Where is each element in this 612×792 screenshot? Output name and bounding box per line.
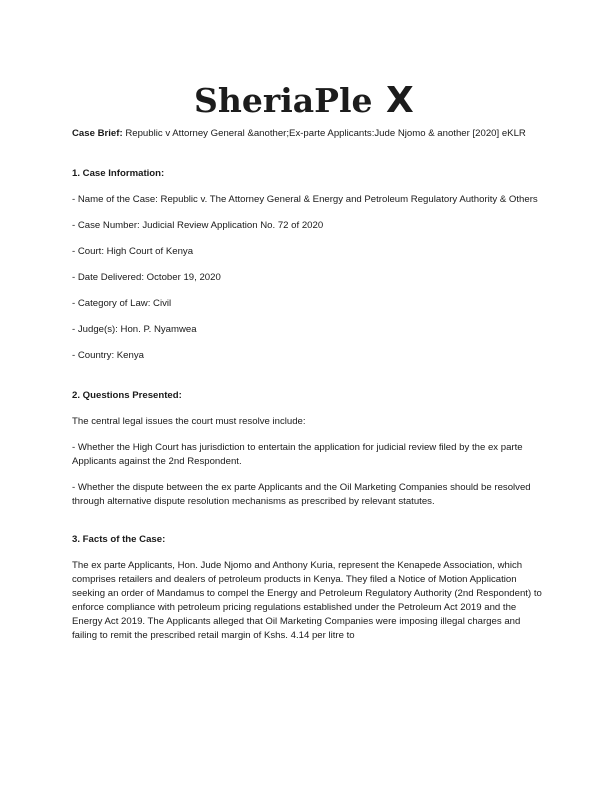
case-information-title: 1. Case Information:	[72, 168, 165, 179]
country-item: - Country: Kenya	[72, 350, 144, 361]
date-delivered-item: - Date Delivered: October 19, 2020	[72, 272, 221, 283]
facts-title: 3. Facts of the Case:	[72, 534, 166, 545]
question-item-adr: - Whether the dispute between the ex parte Applicants and the Oil Marketing Companies should be resolved through alternative dispute resolution mechanisms as prescribed by relevant statutes.	[72, 482, 531, 507]
case-brief-heading	[72, 127, 542, 141]
logo-wordmark: SheriaPle	[194, 81, 373, 120]
judges-item: - Judge(s): Hon. P. Nyamwea	[72, 324, 197, 335]
questions-presented-title: 2. Questions Presented:	[72, 390, 182, 401]
sheriaplex-logo-graphic	[190, 76, 430, 122]
sheriaplex-logo	[190, 76, 430, 122]
case-brief-body	[72, 127, 542, 655]
facts-paragraph: The ex parte Applicants, Hon. Jude Njomo and Anthony Kuria, represent the Kenapede Association, which comprises retailers and dealers of petroleum products in Kenya. They filed a Notice of Motion Application seeking an order of Mandamus to compel the Energy and Petroleum Regulatory Authority (2nd Respondent) to enforce compliance with petroleum pricing regulations established under the Petroleum Act 2019 and the Energy Act 2019. The Applicants alleged that Oil Marketing Companies were imposing illegal charges and failing to remit the prescribed retail margin of Kshs. 4.14 per litre to	[72, 560, 542, 641]
questions-intro: The central legal issues the court must resolve include:	[72, 416, 306, 427]
case-brief-label: Case Brief:	[72, 128, 123, 139]
category-of-law-item: - Category of Law: Civil	[72, 298, 172, 309]
question-item-jurisdiction: - Whether the High Court has jurisdiction to entertain the application for judicial review filed by the ex parte Applicants against the 2nd Respondent.	[72, 442, 523, 467]
court-item: - Court: High Court of Kenya	[72, 246, 194, 257]
facts-section	[72, 533, 542, 643]
questions-presented-section	[72, 389, 542, 509]
logo-x-mark: X	[386, 80, 414, 121]
case-information-section	[72, 167, 542, 363]
case-number-item: - Case Number: Judicial Review Application No. 72 of 2020	[72, 220, 324, 231]
case-name-item: - Name of the Case: Republic v. The Attorney General & Energy and Petroleum Regulatory Authority & Others	[72, 194, 538, 205]
case-brief-citation: Republic v Attorney General &another;Ex-parte Applicants:Jude Njomo & another [2020] eKLR	[122, 128, 526, 139]
